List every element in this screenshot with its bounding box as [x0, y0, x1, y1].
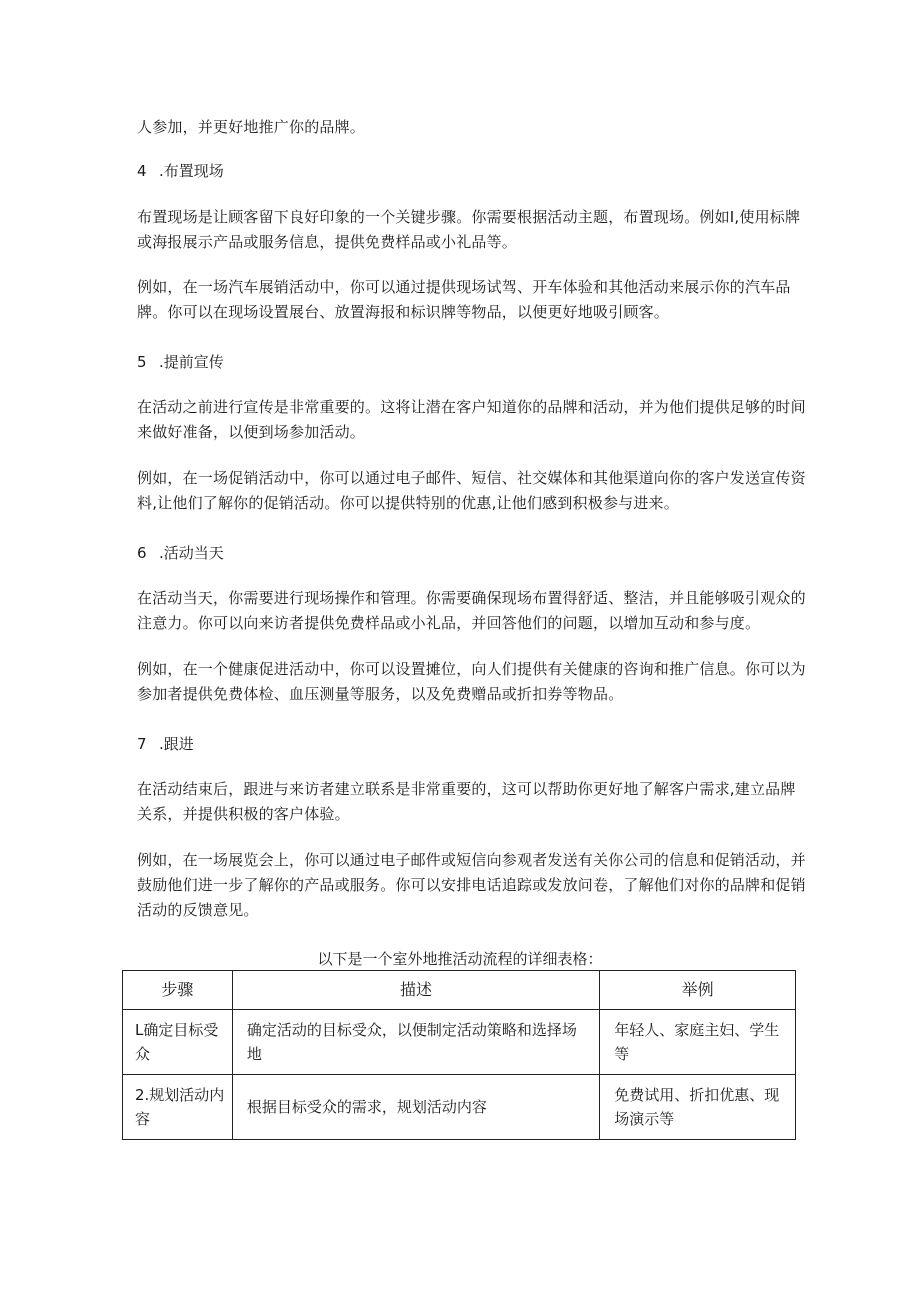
paragraph-section-6-example: 例如，在一个健康促进活动中，你可以设置摊位，向人们提供有关健康的咨询和推广信息。你可以为参加者提供免费体检、血压测量等服务，以及免费赠品或折扣券等物品。 — [137, 660, 806, 703]
cell-text: 2.规划活动内容 — [135, 1086, 225, 1128]
table-cell-example — [600, 1010, 796, 1075]
activity-flow-table — [122, 970, 796, 1140]
heading-section-4 — [137, 160, 224, 182]
column-header-description: 描述 — [232, 971, 599, 1010]
paragraph-section-4-body: 布置现场是让顾客留下良好印象的一个关键步骤。你需要根据活动主题，布置现场。例如I,使用标牌或海报展示产品或服务信息，提供免费样品或小礼品等。 — [137, 208, 801, 251]
paragraph-section-5-example: 例如，在一场促销活动中，你可以通过电子邮件、短信、社交媒体和其他渠道向你的客户发送宣传资料,让他们了解你的促销活动。你可以提供特别的优惠,让他们感到积极参与进来。 — [137, 469, 806, 512]
table-cell-step — [123, 1010, 233, 1075]
cell-text: 免费试用、折扣优惠、现场演示等 — [614, 1086, 780, 1128]
heading-section-5 — [137, 351, 224, 373]
column-header-example: 举例 — [600, 971, 796, 1010]
heading-number: 7 — [137, 735, 147, 753]
heading-title: .提前宣传 — [159, 353, 224, 371]
cell-text: 确定活动的目标受众，以便制定活动策略和选择场地 — [246, 1021, 577, 1063]
heading-section-7 — [137, 733, 194, 755]
heading-title: .活动当天 — [159, 544, 224, 562]
table-cell-description — [232, 1075, 599, 1140]
paragraph-section-5-body: 在活动之前进行宣传是非常重要的。这将让潜在客户知道你的品牌和活动，并为他们提供足够的时间来做好准备，以便到场参加活动。 — [137, 398, 806, 441]
paragraph-section-7-body: 在活动结束后，跟进与来访者建立联系是非常重要的，这可以帮助你更好地了解客户需求,建立品牌关系，并提供积极的客户体验。 — [137, 780, 796, 823]
cell-text: 根据目标受众的需求，规划活动内容 — [246, 1098, 487, 1116]
heading-number: 6 — [137, 544, 147, 562]
paragraph-section-4-example: 例如，在一场汽车展销活动中，你可以通过提供现场试驾、开车体验和其他活动来展示你的汽车品牌。你可以在现场设置展台、放置海报和标识牌等物品，以便更好地吸引顾客。 — [137, 278, 791, 321]
table-cell-step — [123, 1075, 233, 1140]
paragraph-intro-tail: 人参加，并更好地推广你的品牌。 — [137, 118, 366, 136]
table-row — [123, 1075, 796, 1140]
paragraph-section-6-body: 在活动当天，你需要进行现场操作和管理。你需要确保现场布置得舒适、整洁，并且能够吸引观众的注意力。你可以向来访者提供免费样品或小礼品，并回答他们的问题，以增加互动和参与度。 — [137, 589, 806, 632]
heading-number: 4 — [137, 162, 147, 180]
table-cell-example — [600, 1075, 796, 1140]
cell-text: L确定目标受众 — [135, 1021, 219, 1063]
heading-number: 5 — [137, 353, 147, 371]
table-caption: 以下是一个室外地推活动流程的详细表格： — [317, 950, 603, 968]
paragraph-section-7-example: 例如，在一场展览会上，你可以通过电子邮件或短信向参观者发送有关你公司的信息和促销活动，并鼓励他们进一步了解你的产品或服务。你可以安排电话追踪或发放问卷，了解他们对你的品牌和促销活动的反馈意见。 — [137, 851, 806, 919]
table-header-row — [123, 971, 796, 1010]
heading-title: .布置现场 — [159, 162, 224, 180]
table-cell-description — [232, 1010, 599, 1075]
heading-title: .跟进 — [159, 735, 194, 753]
cell-text: 年轻人、家庭主妇、学生等 — [614, 1021, 780, 1063]
table-row — [123, 1010, 796, 1075]
heading-section-6 — [137, 542, 224, 564]
column-header-step: 步骤 — [123, 971, 233, 1010]
